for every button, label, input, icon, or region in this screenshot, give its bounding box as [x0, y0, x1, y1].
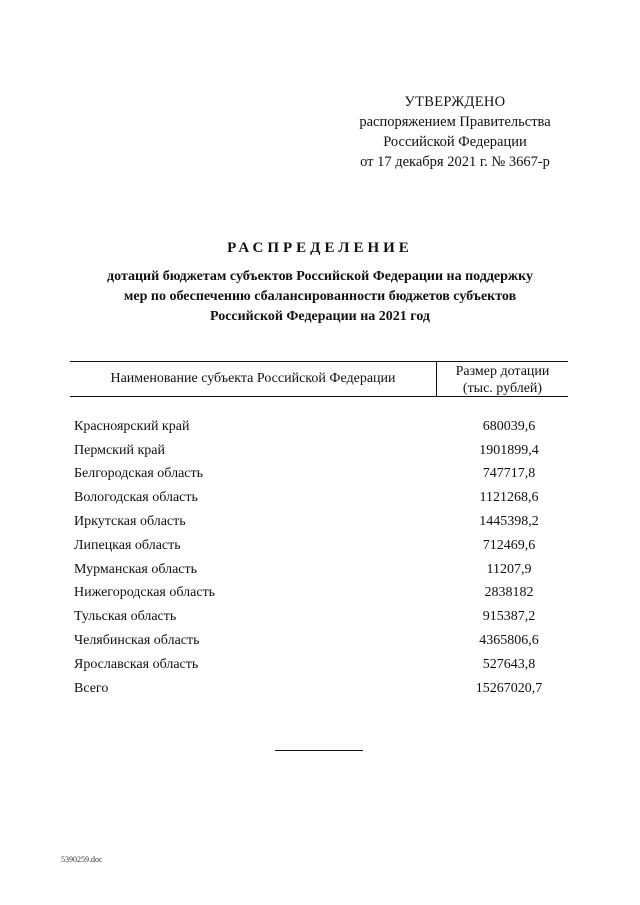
- column-header-amount-line-1: Размер дотации: [455, 364, 550, 379]
- table-row-total: [70, 677, 568, 701]
- column-header-name: Наименование субъекта Российской Федерации: [70, 362, 437, 396]
- row-total-amount: 15267020,7: [475, 680, 543, 696]
- row-amount: 712469,6: [482, 537, 536, 553]
- table-row: [70, 653, 568, 677]
- row-region-name: Нижегородская область: [74, 585, 216, 601]
- row-region-name: Ярославская область: [74, 656, 199, 672]
- table-row: [70, 605, 568, 629]
- subheading-line-3: Российской Федерации на 2021 год: [209, 309, 430, 324]
- row-region-name: Мурманская область: [74, 561, 198, 577]
- document-reference: 5390259.doc: [61, 855, 103, 864]
- row-amount: 2838182: [484, 585, 534, 601]
- subheading-line-1: дотаций бюджетам субъектов Российской Федерации на поддержку: [107, 269, 533, 284]
- closing-rule: [275, 750, 363, 751]
- row-region-name: Липецкая область: [74, 537, 181, 553]
- table-body: [70, 415, 568, 701]
- row-region-name: Тульская область: [74, 609, 177, 625]
- document-heading: РАСПРЕДЕЛЕНИЕ: [227, 240, 413, 256]
- row-region-name: Вологодская область: [74, 490, 198, 506]
- row-region-name: Челябинская область: [74, 633, 200, 649]
- approval-line-1: распоряжением Правительства: [359, 114, 551, 130]
- approval-line-2: Российской Федерации: [383, 134, 527, 150]
- approval-block: [330, 92, 580, 172]
- column-header-amount-line-2: (тыс. рублей): [462, 381, 543, 396]
- row-total-label: Всего: [74, 680, 109, 696]
- document-subheading: [70, 267, 570, 327]
- row-amount: 1121268,6: [479, 490, 539, 506]
- row-region-name: Иркутская область: [74, 514, 186, 530]
- table-row: [70, 582, 568, 606]
- distribution-table: [70, 361, 568, 701]
- table-row: [70, 439, 568, 463]
- table-row: [70, 534, 568, 558]
- approved-label: УТВЕРЖДЕНО: [404, 94, 506, 110]
- row-amount: 11207,9: [486, 561, 532, 577]
- table-row: [70, 486, 568, 510]
- table-header: [70, 361, 568, 397]
- row-amount: 1901899,4: [479, 442, 539, 458]
- table-row: [70, 629, 568, 653]
- row-region-name: Пермский край: [74, 442, 165, 458]
- row-amount: 680039,6: [482, 418, 536, 434]
- table-row: [70, 558, 568, 582]
- column-header-amount: [437, 362, 568, 396]
- row-amount: 527643,8: [482, 656, 536, 672]
- subheading-line-2: мер по обеспечению сбалансированности бюджетов субъектов: [123, 289, 517, 304]
- row-amount: 915387,2: [482, 609, 536, 625]
- table-row: [70, 415, 568, 439]
- row-region-name: Красноярский край: [74, 418, 190, 434]
- table-row: [70, 510, 568, 534]
- row-amount: 747717,8: [482, 466, 536, 482]
- table-row: [70, 463, 568, 487]
- row-amount: 4365806,6: [479, 633, 539, 649]
- row-region-name: Белгородская область: [74, 466, 204, 482]
- row-amount: 1445398,2: [479, 514, 539, 530]
- approval-line-3: от 17 декабря 2021 г. № 3667-р: [360, 154, 550, 170]
